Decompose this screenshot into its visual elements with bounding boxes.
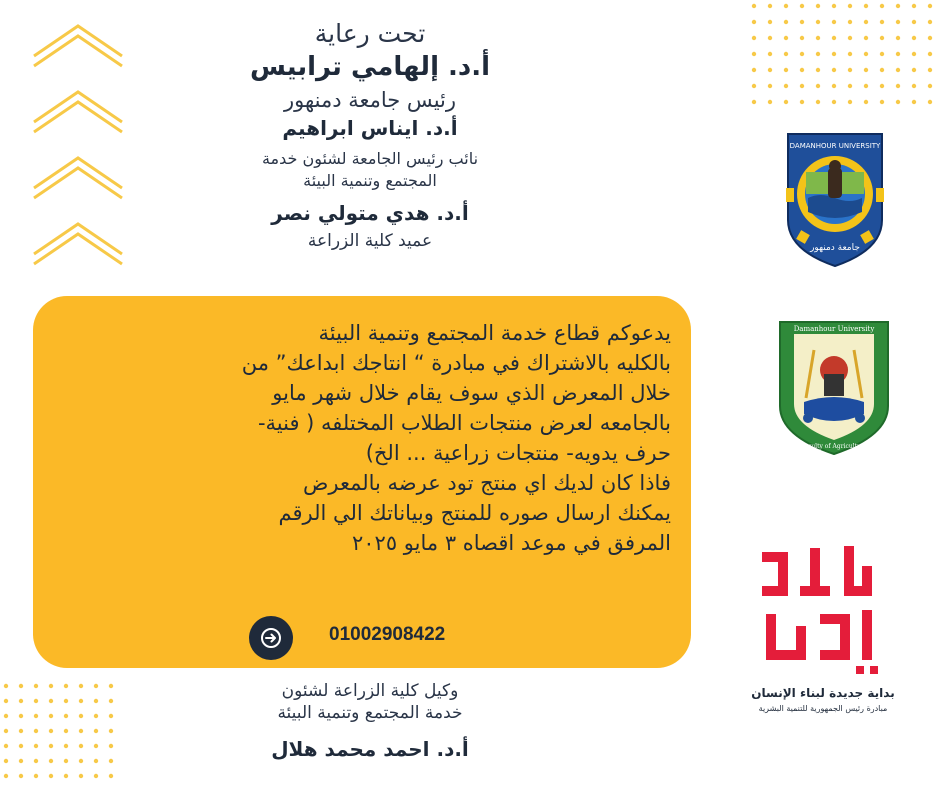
dot <box>880 84 884 88</box>
dot <box>880 68 884 72</box>
arrow-right-icon <box>260 627 282 649</box>
dot <box>109 759 113 763</box>
dot <box>800 100 804 104</box>
dot <box>800 36 804 40</box>
bidaya-mark-icon <box>748 540 898 680</box>
dot <box>864 36 868 40</box>
dot <box>94 714 98 718</box>
invitation-line: يدعوكم قطاع خدمة المجتمع وتنمية البيئة <box>318 321 671 345</box>
dot <box>4 759 8 763</box>
dot <box>880 4 884 8</box>
dot <box>832 36 836 40</box>
vice-dean-name: أ.د. احمد محمد هلال <box>271 737 469 761</box>
sponsorship-block <box>180 18 560 254</box>
vp-title-line1: نائب رئيس الجامعة لشئون خدمة <box>261 149 479 168</box>
dot <box>784 100 788 104</box>
dot <box>19 759 23 763</box>
vice-dean-block <box>200 680 540 766</box>
dot <box>864 4 868 8</box>
dot <box>832 52 836 56</box>
dot <box>912 68 916 72</box>
dot <box>64 774 68 778</box>
dot <box>896 52 900 56</box>
dot <box>880 100 884 104</box>
dot <box>49 744 53 748</box>
phone-number[interactable]: 01002908422 <box>329 624 446 645</box>
dot <box>109 744 113 748</box>
university-ring-text: DAMANHOUR UNIVERSITY <box>789 142 881 150</box>
dot-pattern-top <box>748 0 940 110</box>
dot <box>34 759 38 763</box>
bidaya-initiative-logo <box>748 540 898 730</box>
dot <box>109 714 113 718</box>
dot <box>832 100 836 104</box>
invitation-line: المرفق في موعد اقصاه ٣ مايو ٢٠٢٥ <box>351 531 671 555</box>
dot <box>848 4 852 8</box>
dot <box>49 774 53 778</box>
dot <box>928 100 932 104</box>
dot <box>79 699 83 703</box>
dot <box>912 100 916 104</box>
invitation-line: حرف يدويه- منتجات زراعية ... الخ) <box>365 441 671 465</box>
dot <box>752 68 756 72</box>
invitation-line: خلال المعرض الذي سوف يقام خلال شهر مايو <box>272 381 671 405</box>
dot <box>49 684 53 688</box>
dot <box>800 4 804 8</box>
bidaya-subcaption: مبادرة رئيس الجمهورية للتنمية البشرية <box>758 704 888 713</box>
invitation-line: بالجامعه لعرض منتجات الطلاب المختلفه ( فنية- <box>257 411 671 435</box>
vice-dean-title-line1: وكيل كلية الزراعة لشئون <box>281 681 459 701</box>
dot <box>832 20 836 24</box>
dot <box>864 20 868 24</box>
dot <box>816 36 820 40</box>
dot <box>49 714 53 718</box>
dot <box>752 100 756 104</box>
dot <box>896 100 900 104</box>
president-title: رئيس جامعة دمنهور <box>283 88 457 112</box>
dot <box>109 699 113 703</box>
president-name: أ.د. إلهامي ترابيس <box>249 52 491 82</box>
dot <box>19 714 23 718</box>
dot <box>752 20 756 24</box>
faculty-sub-text: Faculty of Agriculture <box>800 443 868 450</box>
dot <box>816 68 820 72</box>
dot <box>800 68 804 72</box>
dot <box>34 684 38 688</box>
dot <box>784 84 788 88</box>
bidaya-caption: بداية جديدة لبناء الإنسان <box>751 686 895 700</box>
dot <box>848 68 852 72</box>
dot <box>768 84 772 88</box>
invitation-line: يمكنك ارسال صوره للمنتج وبياناتك الي الرقم <box>278 501 671 525</box>
dean-name: أ.د. هدي متولي نصر <box>271 201 469 225</box>
dot <box>109 684 113 688</box>
dot <box>880 20 884 24</box>
dot <box>880 36 884 40</box>
dot <box>784 4 788 8</box>
invitation-line: بالكليه بالاشتراك في مبادرة “ انتاجك ابداعك” من <box>241 351 671 375</box>
dot <box>4 729 8 733</box>
dot <box>896 4 900 8</box>
dot <box>800 84 804 88</box>
dot <box>19 684 23 688</box>
dot <box>896 68 900 72</box>
dot <box>912 20 916 24</box>
dot <box>864 100 868 104</box>
dot <box>4 699 8 703</box>
dot <box>912 36 916 40</box>
dot <box>928 68 932 72</box>
arrow-button[interactable] <box>249 616 293 660</box>
dot <box>79 714 83 718</box>
dot <box>64 714 68 718</box>
dot <box>816 84 820 88</box>
dot <box>34 774 38 778</box>
dot <box>768 68 772 72</box>
dot <box>832 4 836 8</box>
dot <box>848 36 852 40</box>
dot <box>768 20 772 24</box>
dot <box>752 52 756 56</box>
dot <box>768 36 772 40</box>
dot <box>912 52 916 56</box>
dot <box>79 684 83 688</box>
dot <box>848 20 852 24</box>
vp-name: أ.د. ايناس ابراهيم <box>282 116 458 140</box>
dot <box>896 84 900 88</box>
dot <box>928 36 932 40</box>
dean-title: عميد كلية الزراعة <box>307 231 433 251</box>
invitation-card <box>33 296 691 668</box>
dot <box>800 52 804 56</box>
invitation-line: فاذا كان لديك اي منتج تود عرضه بالمعرض <box>302 471 671 495</box>
sponsorship-heading: تحت رعاية <box>314 19 426 48</box>
dot <box>816 100 820 104</box>
dot <box>880 52 884 56</box>
dot <box>109 729 113 733</box>
vp-title-line2: المجتمع وتنمية البيئة <box>303 171 437 190</box>
dot <box>64 729 68 733</box>
dot <box>4 714 8 718</box>
dot <box>928 52 932 56</box>
dot <box>49 699 53 703</box>
dot <box>928 84 932 88</box>
dot <box>79 744 83 748</box>
dot <box>896 20 900 24</box>
dot <box>79 774 83 778</box>
dot <box>79 729 83 733</box>
damanhour-university-logo <box>780 128 890 270</box>
dot <box>832 68 836 72</box>
chevron-decoration <box>30 22 130 302</box>
dot <box>848 100 852 104</box>
dot <box>896 36 900 40</box>
dot <box>94 699 98 703</box>
dot <box>928 20 932 24</box>
dot <box>34 714 38 718</box>
dot <box>19 774 23 778</box>
dot <box>784 36 788 40</box>
dot <box>34 699 38 703</box>
dot <box>784 20 788 24</box>
dot <box>800 20 804 24</box>
dot <box>34 744 38 748</box>
dot <box>816 4 820 8</box>
invitation-text <box>61 318 671 558</box>
dot <box>94 759 98 763</box>
dot <box>94 729 98 733</box>
dot <box>94 684 98 688</box>
dot <box>64 699 68 703</box>
dot <box>784 52 788 56</box>
vice-dean-title-line2: خدمة المجتمع وتنمية البيئة <box>277 703 463 723</box>
dot <box>816 20 820 24</box>
dot <box>912 4 916 8</box>
dot <box>4 774 8 778</box>
dot <box>4 744 8 748</box>
dot <box>768 100 772 104</box>
dot-pattern-bottom <box>0 680 120 788</box>
dot <box>94 744 98 748</box>
dot <box>49 729 53 733</box>
dot <box>94 774 98 778</box>
dot <box>64 759 68 763</box>
dot <box>752 4 756 8</box>
dot <box>912 84 916 88</box>
dot <box>109 774 113 778</box>
dot <box>19 699 23 703</box>
faculty-ring-text: Damanhour University <box>793 325 875 333</box>
dot <box>64 684 68 688</box>
dot <box>864 84 868 88</box>
university-arabic-text: جامعة دمنهور <box>810 243 860 253</box>
dot <box>79 759 83 763</box>
dot <box>768 52 772 56</box>
dot <box>49 759 53 763</box>
dot <box>19 744 23 748</box>
dot <box>19 729 23 733</box>
dot <box>928 4 932 8</box>
dot <box>832 84 836 88</box>
dot <box>64 744 68 748</box>
dot <box>4 684 8 688</box>
dot <box>784 68 788 72</box>
dot <box>864 68 868 72</box>
faculty-of-agriculture-logo <box>774 318 894 456</box>
dot <box>752 36 756 40</box>
dot <box>816 52 820 56</box>
dot <box>848 52 852 56</box>
dot <box>864 52 868 56</box>
dot <box>768 4 772 8</box>
dot <box>34 729 38 733</box>
dot <box>752 84 756 88</box>
dot <box>848 84 852 88</box>
